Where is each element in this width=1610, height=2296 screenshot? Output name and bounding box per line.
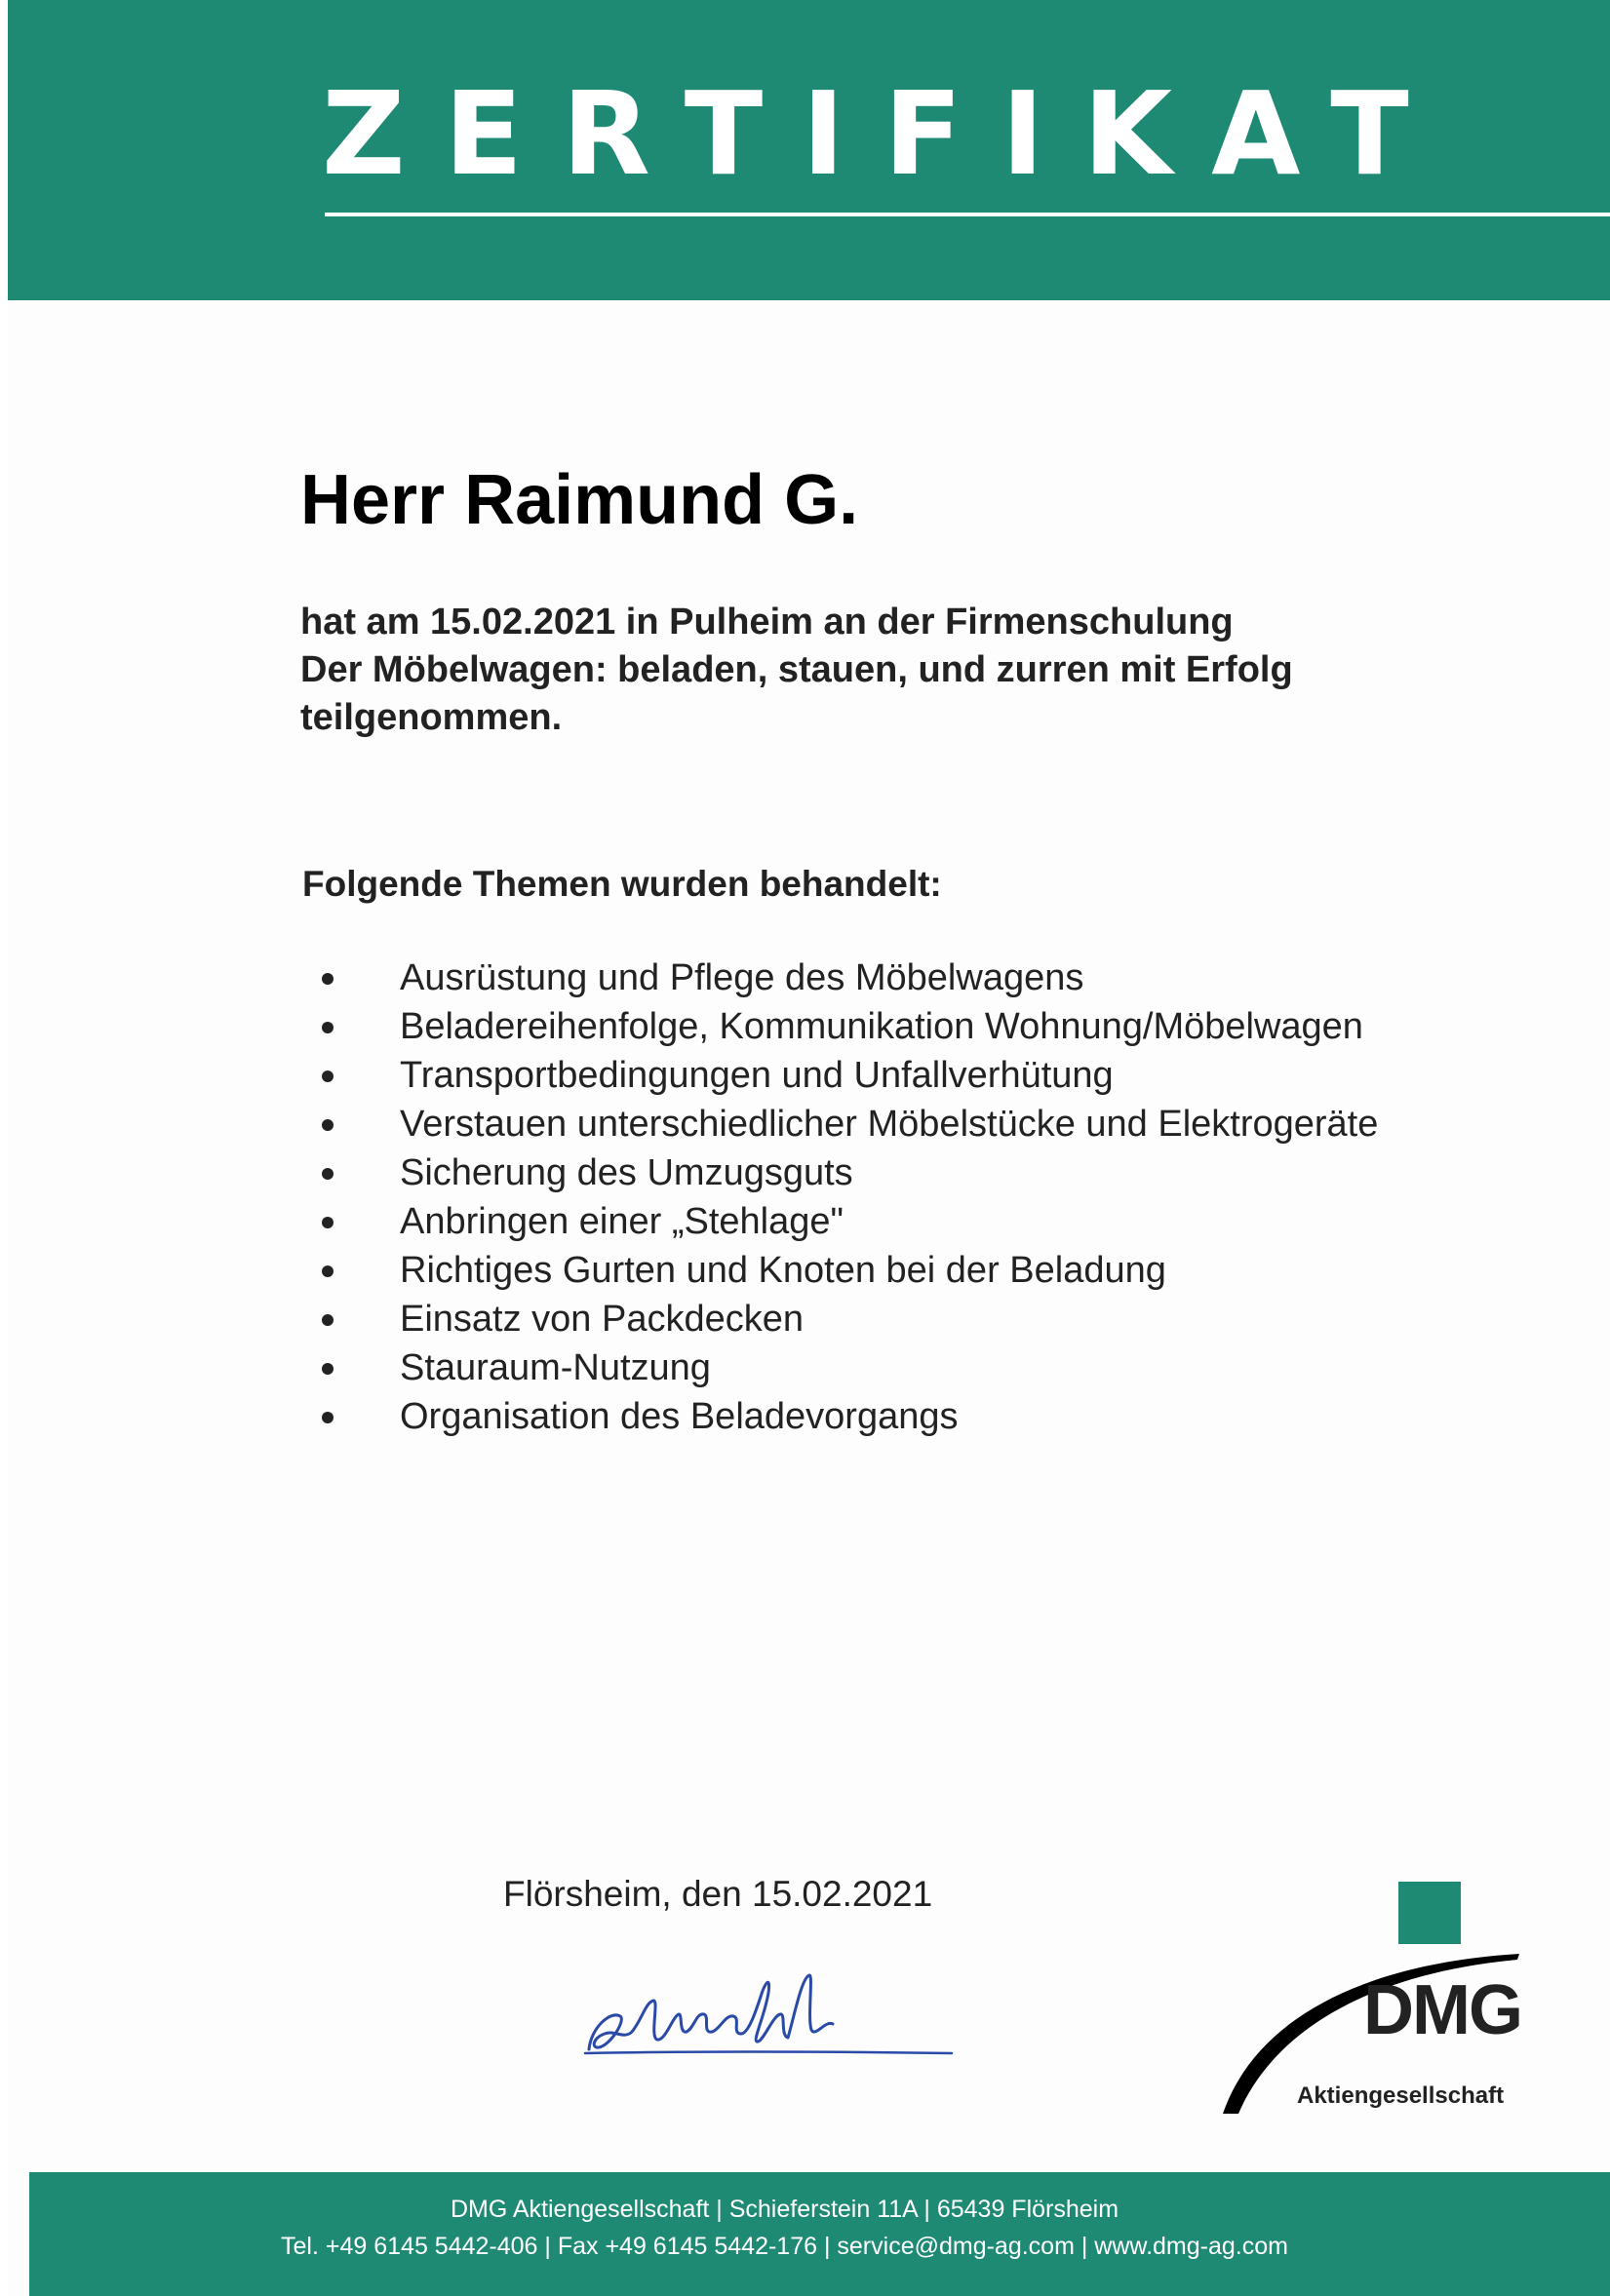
bullet-icon xyxy=(322,1265,334,1277)
bullet-icon xyxy=(322,1119,334,1131)
bullet-icon xyxy=(322,1022,334,1033)
signature-icon xyxy=(581,1969,956,2067)
bullet-icon xyxy=(322,1314,334,1326)
footer-address: DMG Aktiengesellschaft | Schieferstein 11A | 65439 Flörsheim xyxy=(450,2196,1119,2223)
header-rule xyxy=(325,213,1610,216)
bullet-icon xyxy=(322,1168,334,1180)
certificate-title: ZERTIFIKAT xyxy=(322,66,1448,201)
bullet-icon xyxy=(322,1217,334,1228)
participation-statement xyxy=(300,599,1451,742)
bullet-icon xyxy=(322,1070,334,1082)
statement-line-3: teilgenommen. xyxy=(300,697,563,738)
recipient-name: Herr Raimund G. xyxy=(300,461,859,539)
statement-line-1: hat am 15.02.2021 in Pulheim an der Firmenschulung xyxy=(300,602,1234,642)
logo-square-icon xyxy=(1398,1882,1461,1944)
place-and-date: Flörsheim, den 15.02.2021 xyxy=(503,1874,933,1914)
footer-contact: Tel. +49 6145 5442-406 | Fax +49 6145 5442-176 | service@dmg-ag.com | www.dmg-ag.com xyxy=(281,2233,1288,2260)
logo-wordmark: DMG xyxy=(1363,1971,1521,2049)
topics-heading: Folgende Themen wurden behandelt: xyxy=(302,864,942,904)
bullet-icon xyxy=(322,1363,334,1375)
footer-band xyxy=(29,2172,1610,2296)
logo-subtitle: Aktiengesellschaft xyxy=(1297,2082,1505,2109)
bullet-icon xyxy=(322,1412,334,1423)
statement-line-2: Der Möbelwagen: beladen, stauen, und zurren mit Erfolg xyxy=(300,649,1293,690)
dmg-logo xyxy=(1217,1882,1529,2116)
bullet-icon xyxy=(322,973,334,985)
